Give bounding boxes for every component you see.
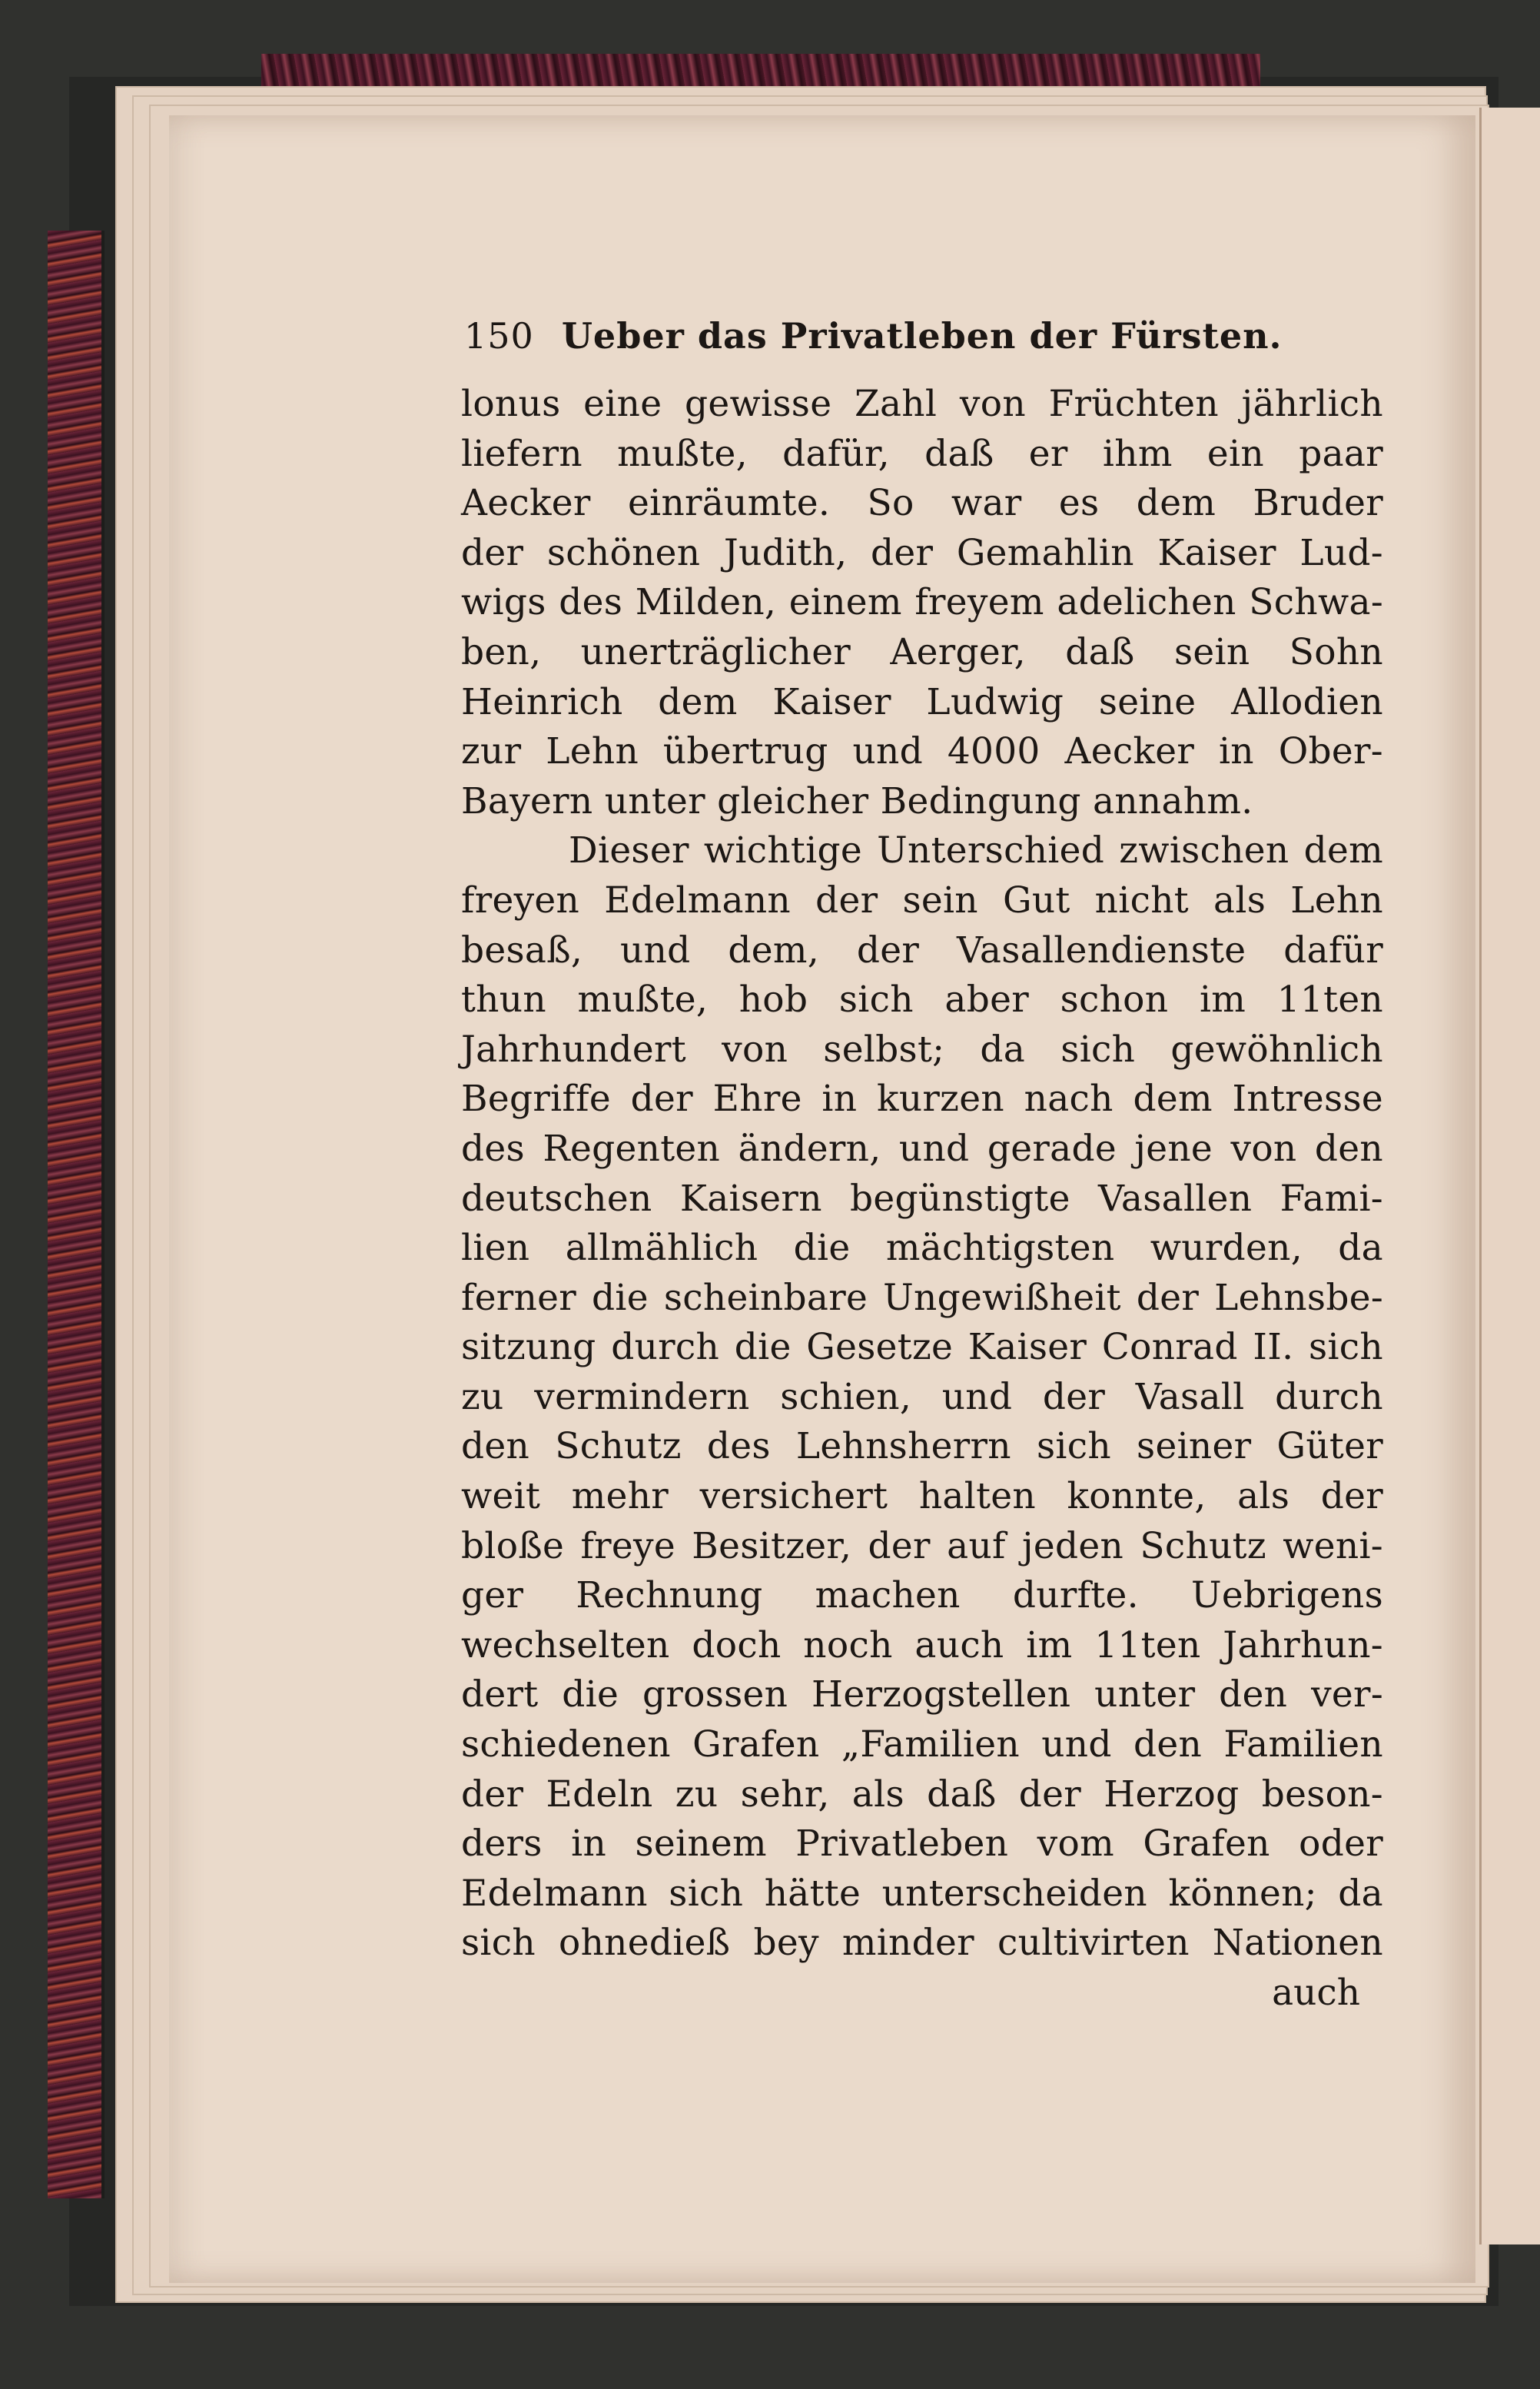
text-line: dert die grossen Herzogstellen unter den ver-: [461, 1673, 1383, 1716]
text-line: der schönen Judith, der Gemahlin Kaiser Lud-: [461, 531, 1383, 574]
page-number: 150: [464, 315, 534, 357]
text-line: wechselten doch noch auch im 11ten Jahrhun-: [461, 1623, 1383, 1666]
text-line: Bayern unter gleicher Bedingung annahm.: [461, 779, 1253, 822]
text-block: [461, 315, 1383, 2018]
text-line: sich ohnedieß bey minder cultivirten Nationen: [461, 1922, 1383, 1965]
marbled-binding-left: [48, 231, 105, 2198]
text-line: wigs des Milden, einem freyem adelichen Schwa-: [461, 581, 1383, 624]
text-line: deutschen Kaisern begünstigte Vasallen Fami-: [461, 1177, 1383, 1220]
text-line: zur Lehn übertrug und 4000 Aecker in Ober-: [461, 730, 1383, 773]
running-head: [464, 315, 1383, 380]
text-line: Dieser wichtige Unterschied zwischen dem: [569, 829, 1383, 872]
text-line: ben, unerträglicher Aerger, daß sein Sohn: [461, 630, 1383, 673]
text-line: weit mehr versichert halten konnte, als der: [461, 1475, 1383, 1518]
text-line: sitzung durch die Gesetze Kaiser Conrad II. sich: [461, 1326, 1383, 1369]
running-title: Ueber das Privatleben der Fürsten.: [561, 315, 1283, 357]
text-line: schiedenen Grafen „Familien und den Familien: [461, 1723, 1383, 1766]
text-line: ferner die scheinbare Ungewißheit der Lehnsbe-: [461, 1276, 1383, 1319]
facing-page-edge: [1479, 108, 1540, 2244]
text-line: ders in seinem Privatleben vom Grafen oder: [461, 1822, 1383, 1866]
text-line: besaß, und dem, der Vasallendienste dafür: [461, 929, 1383, 972]
text-line: der Edeln zu sehr, als daß der Herzog beson-: [461, 1773, 1383, 1816]
text-line: lien allmählich die mächtigsten wurden, da: [461, 1227, 1383, 1270]
text-line: Heinrich dem Kaiser Ludwig seine Allodien: [461, 680, 1383, 723]
text-line: Aecker einräumte. So war es dem Bruder: [461, 482, 1383, 525]
text-line: liefern mußte, dafür, daß er ihm ein paar: [461, 432, 1383, 475]
text-line: Edelmann sich hätte unterscheiden können; da: [461, 1872, 1383, 1915]
text-line: Jahrhundert von selbst; da sich gewöhnlich: [461, 1028, 1383, 1071]
text-line: des Regenten ändern, und gerade jene von den: [461, 1127, 1383, 1170]
text-line: lonus eine gewisse Zahl von Früchten jährlich: [461, 383, 1383, 425]
body-text: [461, 380, 1383, 1969]
text-line: zu vermindern schien, und der Vasall durch: [461, 1375, 1383, 1418]
text-line: den Schutz des Lehnsherrn sich seiner Güter: [461, 1425, 1383, 1468]
text-line: thun mußte, hob sich aber schon im 11ten: [461, 979, 1383, 1022]
text-line: Begriffe der Ehre in kurzen nach dem Intresse: [461, 1078, 1383, 1121]
text-line: bloße freye Besitzer, der auf jeden Schutz weni-: [461, 1524, 1383, 1567]
text-line: freyen Edelmann der sein Gut nicht als Lehn: [461, 879, 1383, 922]
catchword: auch: [1272, 1972, 1360, 2014]
text-line: ger Rechnung machen durfte. Uebrigens: [461, 1574, 1383, 1617]
